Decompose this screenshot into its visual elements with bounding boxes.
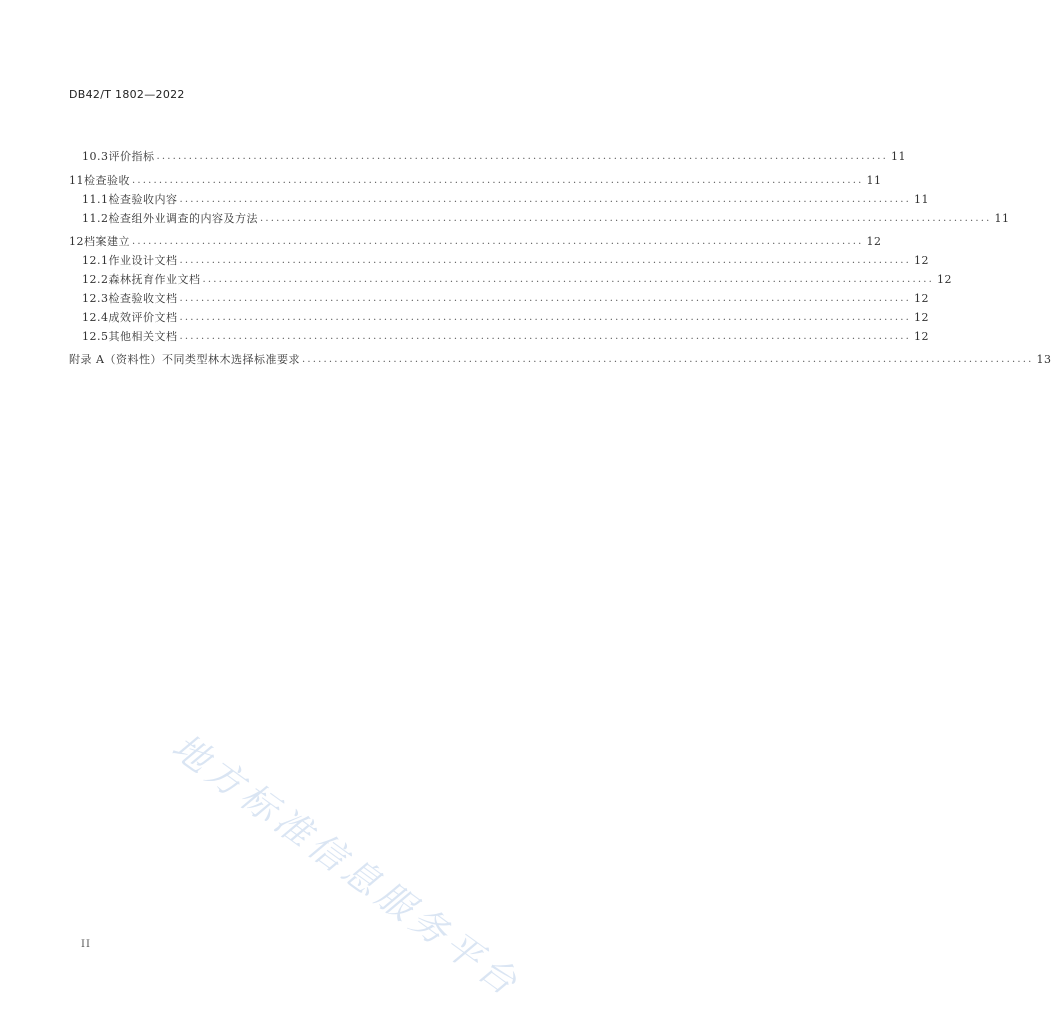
- toc-entry-page: 12: [914, 329, 930, 343]
- toc-entry[interactable]: [82, 289, 930, 307]
- toc-entry-page: 11: [866, 173, 882, 187]
- dot-leader: ........................................................................................................................................: [202, 273, 935, 285]
- dot-leader: ........................................................................................................................................: [156, 150, 889, 162]
- page-number-footer: II: [81, 939, 91, 950]
- toc-entry[interactable]: [69, 171, 882, 189]
- dot-leader: ........................................................................................................................................: [179, 292, 912, 304]
- toc-entry[interactable]: [82, 308, 930, 326]
- toc-entry[interactable]: [82, 270, 953, 288]
- toc-entry-title: 检查验收: [84, 174, 130, 187]
- toc-entry-number: 12.2: [82, 272, 109, 286]
- dot-leader: ........................................................................................................................................: [179, 254, 912, 266]
- toc-entry-number: 11.2: [82, 211, 109, 225]
- toc-entry-number: 附录 A（资料性）: [69, 353, 162, 366]
- toc-entry[interactable]: [82, 147, 907, 165]
- toc-entry[interactable]: [82, 327, 930, 345]
- toc-entry[interactable]: [69, 232, 882, 250]
- dot-leader: ........................................................................................................................................: [260, 212, 992, 224]
- toc-entry-page: 12: [914, 291, 930, 305]
- toc-entry-title: 档案建立: [84, 235, 130, 248]
- toc-entry-title: 检查验收文档: [108, 292, 178, 305]
- toc-entry-page: 11: [891, 149, 907, 163]
- toc-entry-page: 13: [1036, 352, 1051, 366]
- toc-entry-number: 12: [69, 234, 84, 248]
- toc-entry-number: 12.4: [82, 310, 109, 324]
- toc-entry-title: 森林抚育作业文档: [108, 273, 201, 286]
- toc-entry-appendix[interactable]: [69, 350, 1051, 368]
- toc-entry-page: 12: [914, 253, 930, 267]
- toc-entry-number: 11.1: [82, 192, 109, 206]
- toc-entry-title: 成效评价文档: [108, 311, 178, 324]
- toc-entry[interactable]: [82, 190, 930, 208]
- dot-leader: ........................................................................................................................................: [179, 330, 912, 342]
- dot-leader: ........................................................................................................................................: [132, 174, 864, 186]
- toc-entry-number: 10.3: [82, 149, 109, 163]
- dot-leader: ........................................................................................................................................: [301, 353, 1034, 365]
- toc-entry-page: 11: [994, 211, 1010, 225]
- toc-entry-page: 11: [914, 192, 930, 206]
- dot-leader: ........................................................................................................................................: [132, 235, 864, 247]
- dot-leader: ........................................................................................................................................: [179, 193, 912, 205]
- toc-entry-title: 不同类型林木选择标准要求: [161, 353, 300, 366]
- watermark: 地方标准信息服务平台: [164, 726, 529, 1007]
- toc-entry-number: 12.5: [82, 329, 109, 343]
- toc-entry-title: 作业设计文档: [108, 254, 178, 267]
- toc-entry-page: 12: [937, 272, 953, 286]
- toc-entry-title: 检查验收内容: [108, 193, 178, 206]
- toc-entry-number: 11: [69, 173, 84, 187]
- toc-entry-page: 12: [866, 234, 882, 248]
- toc-entry-number: 12.1: [82, 253, 109, 267]
- toc-entry[interactable]: [82, 209, 1010, 227]
- document-code-header: DB42/T 1802—2022: [69, 88, 185, 101]
- toc-entry-page: 12: [914, 310, 930, 324]
- toc-entry-number: 12.3: [82, 291, 109, 305]
- toc-entry[interactable]: [82, 251, 930, 269]
- dot-leader: ........................................................................................................................................: [179, 311, 912, 323]
- toc-entry-title: 其他相关文档: [108, 330, 178, 343]
- toc-entry-title: 检查组外业调查的内容及方法: [108, 212, 258, 225]
- toc-entry-title: 评价指标: [108, 150, 155, 163]
